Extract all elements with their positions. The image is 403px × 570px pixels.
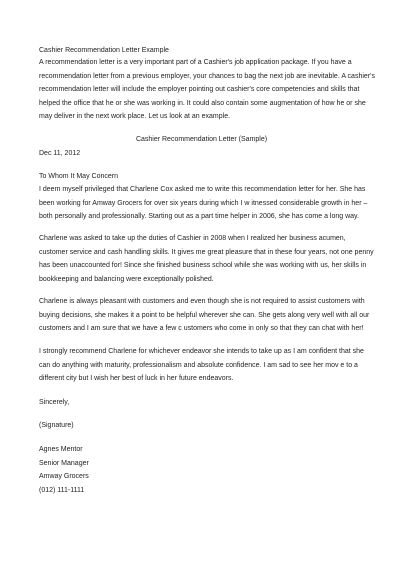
body-line: been working for Amway Grocers for over six years during which I w itnessed considerable growth in her – bbox=[39, 199, 368, 207]
sender-phone: (012) 111-1111 bbox=[39, 486, 85, 494]
body-line: both personally and professionally. Starting out as a part time helper in 2006, she has come a long way. bbox=[39, 213, 359, 220]
closing: Sincerely, bbox=[39, 399, 70, 406]
body-line: buying decisions, she makes it a point to be helpful wherever she can. She gets along very well with all our bbox=[39, 311, 370, 319]
body-line: Charlene is always pleasant with customers and even though she is not required to assist customers with bbox=[39, 298, 365, 305]
sender-company: Amway Grocers bbox=[39, 473, 89, 480]
intro-line: A recommendation letter is a very important part of a Cashier's job application package. If you have a bbox=[39, 59, 352, 66]
sender-name: Agnes Mentor bbox=[39, 446, 83, 453]
body-line: I strongly recommend Charlene for whichever endeavor she intends to take up as I am confident that she bbox=[39, 348, 364, 355]
signature: (Signature) bbox=[39, 422, 74, 429]
body-line: has been unaccounted for! Since she finished business school while she was working with us, her skills in bbox=[39, 262, 367, 269]
body-paragraph-2 bbox=[39, 232, 374, 286]
sender-block bbox=[39, 443, 369, 497]
body-line: customers and I am sure that we have a few c ustomers who come in only so that they can chat with her! bbox=[39, 325, 364, 332]
body-line: different city but I wish her best of luck in her future endeavors. bbox=[39, 375, 234, 382]
intro-line: helped the office that he or she was working in. It could also contain some augmentation of how he or she bbox=[39, 99, 366, 107]
body-line: I deem myself privileged that Charlene Cox asked me to write this recommendation letter for her. She has bbox=[39, 186, 366, 193]
letter-title: Cashier Recommendation Letter (Sample) bbox=[135, 136, 268, 143]
body-paragraph-1 bbox=[39, 183, 369, 224]
intro-paragraph bbox=[39, 56, 375, 124]
intro-line: may deliver in the next work place. Let us look at an example. bbox=[39, 113, 231, 120]
body-line: can do anything with maturity, professionalism and absolute confidence. I am sad to see her mov e to a bbox=[39, 361, 358, 369]
body-line: Charlene was asked to take up the duties of Cashier in 2008 when I realized her business acumen, bbox=[39, 235, 346, 242]
intro-line: recommendation letter will include the employer pointing out cashier's core competencies and skills that bbox=[39, 86, 360, 93]
sender-title: Senior Manager bbox=[39, 459, 89, 467]
body-line: bookkeeping and balancing were exceptionally polished. bbox=[39, 275, 214, 283]
body-paragraph-3 bbox=[39, 295, 369, 336]
document-heading: Cashier Recommendation Letter Example bbox=[39, 47, 169, 54]
salutation: To Whom It May Concern bbox=[39, 173, 118, 180]
body-paragraph-4 bbox=[39, 345, 369, 386]
body-line: customer service and cash handling skills. It gives me great pleasure that in these four years, not one penny bbox=[39, 248, 374, 256]
letter-date: Dec 11, 2012 bbox=[39, 150, 81, 157]
intro-line: recommendation letter from a previous employer, your chances to bag the next job are inevitable. A cashier's bbox=[39, 72, 375, 80]
